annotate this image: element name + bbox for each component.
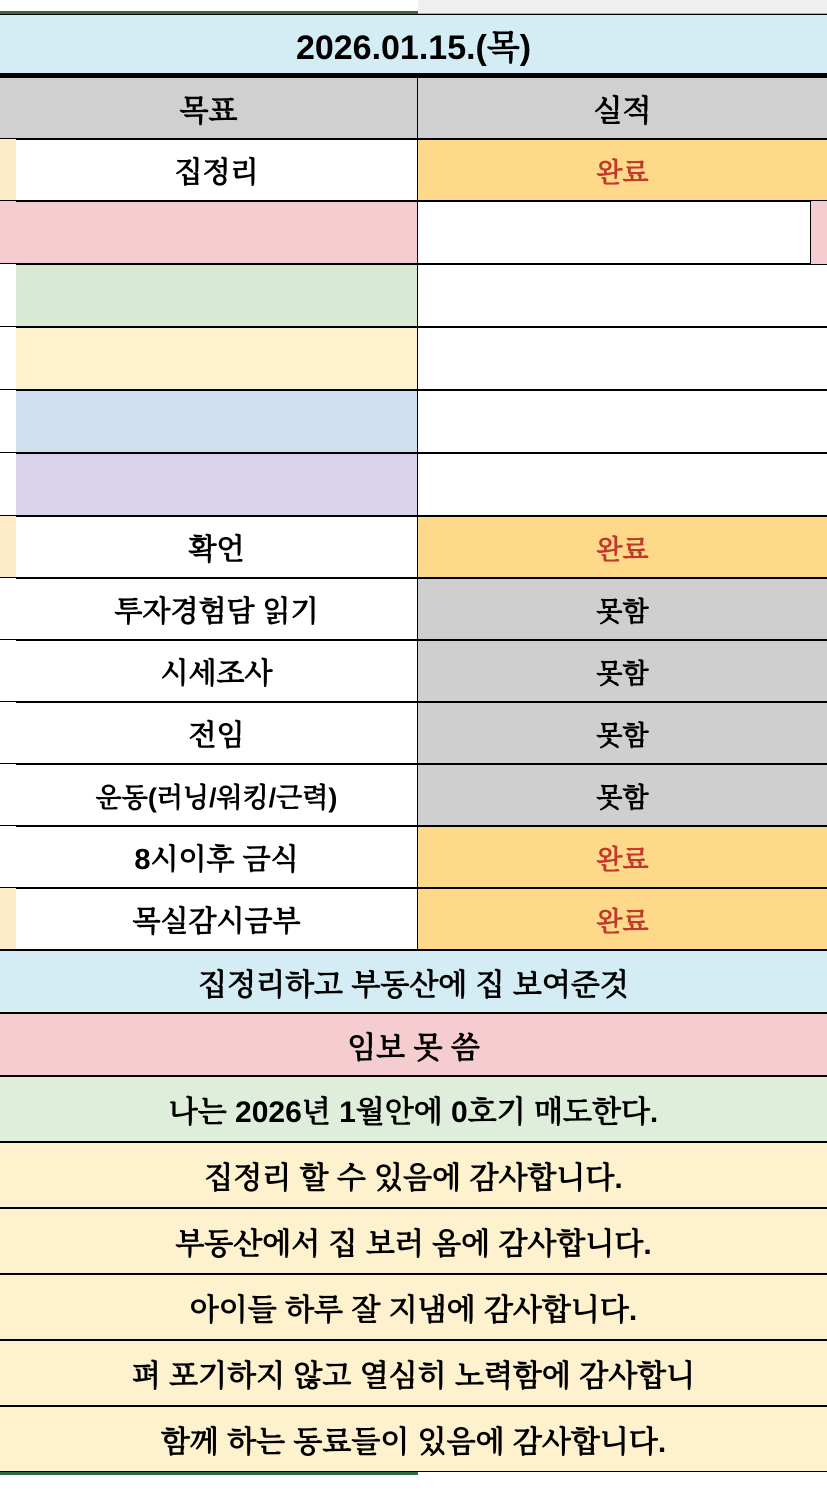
table-row [0,264,827,327]
row-edge-left [0,764,16,826]
row-edge-left [0,578,16,640]
bottom-sliver-left [0,1472,418,1498]
note-cell[interactable]: 나는 2026년 1월안에 0호기 매도한다. [0,1076,827,1142]
goal-cell[interactable]: 8시이후 금식 [16,826,418,888]
column-header-row [0,77,827,139]
goal-rows-container [0,139,827,950]
result-cell[interactable]: 완료 [418,888,827,950]
row-edge-left [0,201,16,264]
result-cell[interactable] [418,327,827,390]
result-cell[interactable] [418,201,811,264]
column-header-result[interactable]: 실적 [418,77,827,139]
date-header[interactable]: 2026.01.15.(목) [0,14,827,77]
row-edge-left [0,640,16,702]
row-edge-left [0,702,16,764]
table-row [0,201,827,264]
note-cell[interactable]: 임보 못 씀 [0,1013,827,1076]
table-row [0,826,827,888]
table-row [0,390,827,453]
note-row [0,1142,827,1208]
result-cell[interactable]: 완료 [418,139,827,201]
table-row [0,139,827,201]
notes-container [0,950,827,1472]
table-row [0,516,827,578]
result-cell[interactable]: 완료 [418,516,827,578]
table-row [0,453,827,516]
row-edge-left [0,516,16,578]
goal-cell[interactable]: 시세조사 [16,640,418,702]
note-cell[interactable]: 부동산에서 집 보러 옴에 감사합니다. [0,1208,827,1274]
top-sliver-row [0,0,827,14]
bottom-sliver-row [0,1472,827,1498]
goal-cell[interactable]: 확언 [16,516,418,578]
note-cell[interactable]: 함께 하는 동료들이 있음에 감사합니다. [0,1406,827,1472]
note-row [0,1406,827,1472]
top-sliver-right [418,0,827,14]
date-header-row [0,14,827,77]
bottom-sliver-right [418,1472,827,1498]
goal-cell[interactable] [16,327,418,390]
goal-cell[interactable] [16,264,418,327]
goal-cell[interactable]: 집정리 [16,139,418,201]
result-cell[interactable] [418,390,827,453]
note-row [0,1208,827,1274]
table-row [0,640,827,702]
note-cell[interactable]: 집정리 할 수 있음에 감사합니다. [0,1142,827,1208]
result-cell[interactable] [418,264,827,327]
row-edge-left [0,888,16,950]
goal-cell[interactable]: 운동(러닝/워킹/근력) [16,764,418,826]
note-row [0,1013,827,1076]
goal-cell[interactable]: 목실감시금부 [16,888,418,950]
note-row [0,1076,827,1142]
result-cell[interactable]: 못함 [418,702,827,764]
goal-cell[interactable]: 투자경험담 읽기 [16,578,418,640]
row-edge-left [0,826,16,888]
goal-cell[interactable] [16,390,418,453]
note-cell[interactable]: 펴 포기하지 않고 열심히 노력함에 감사합니 [0,1340,827,1406]
result-cell[interactable]: 못함 [418,764,827,826]
goal-cell[interactable] [16,201,418,264]
row-edge-left [0,264,16,327]
row-edge-right [811,201,827,264]
note-cell[interactable]: 집정리하고 부동산에 집 보여준것 [0,950,827,1013]
result-cell[interactable]: 못함 [418,578,827,640]
result-cell[interactable]: 완료 [418,826,827,888]
note-cell[interactable]: 아이들 하루 잘 지냄에 감사합니다. [0,1274,827,1340]
goal-cell[interactable] [16,453,418,516]
goal-cell[interactable]: 전임 [16,702,418,764]
table-row [0,702,827,764]
table-row [0,888,827,950]
result-cell[interactable]: 못함 [418,640,827,702]
row-edge-left [0,139,16,201]
column-header-goal[interactable]: 목표 [0,77,418,139]
table-row [0,578,827,640]
note-row [0,1274,827,1340]
note-row [0,950,827,1013]
top-sliver-left [0,0,418,14]
row-edge-left [0,327,16,390]
row-edge-left [0,390,16,453]
table-row [0,327,827,390]
result-cell[interactable] [418,453,827,516]
note-row [0,1340,827,1406]
table-row [0,764,827,826]
row-edge-left [0,453,16,516]
